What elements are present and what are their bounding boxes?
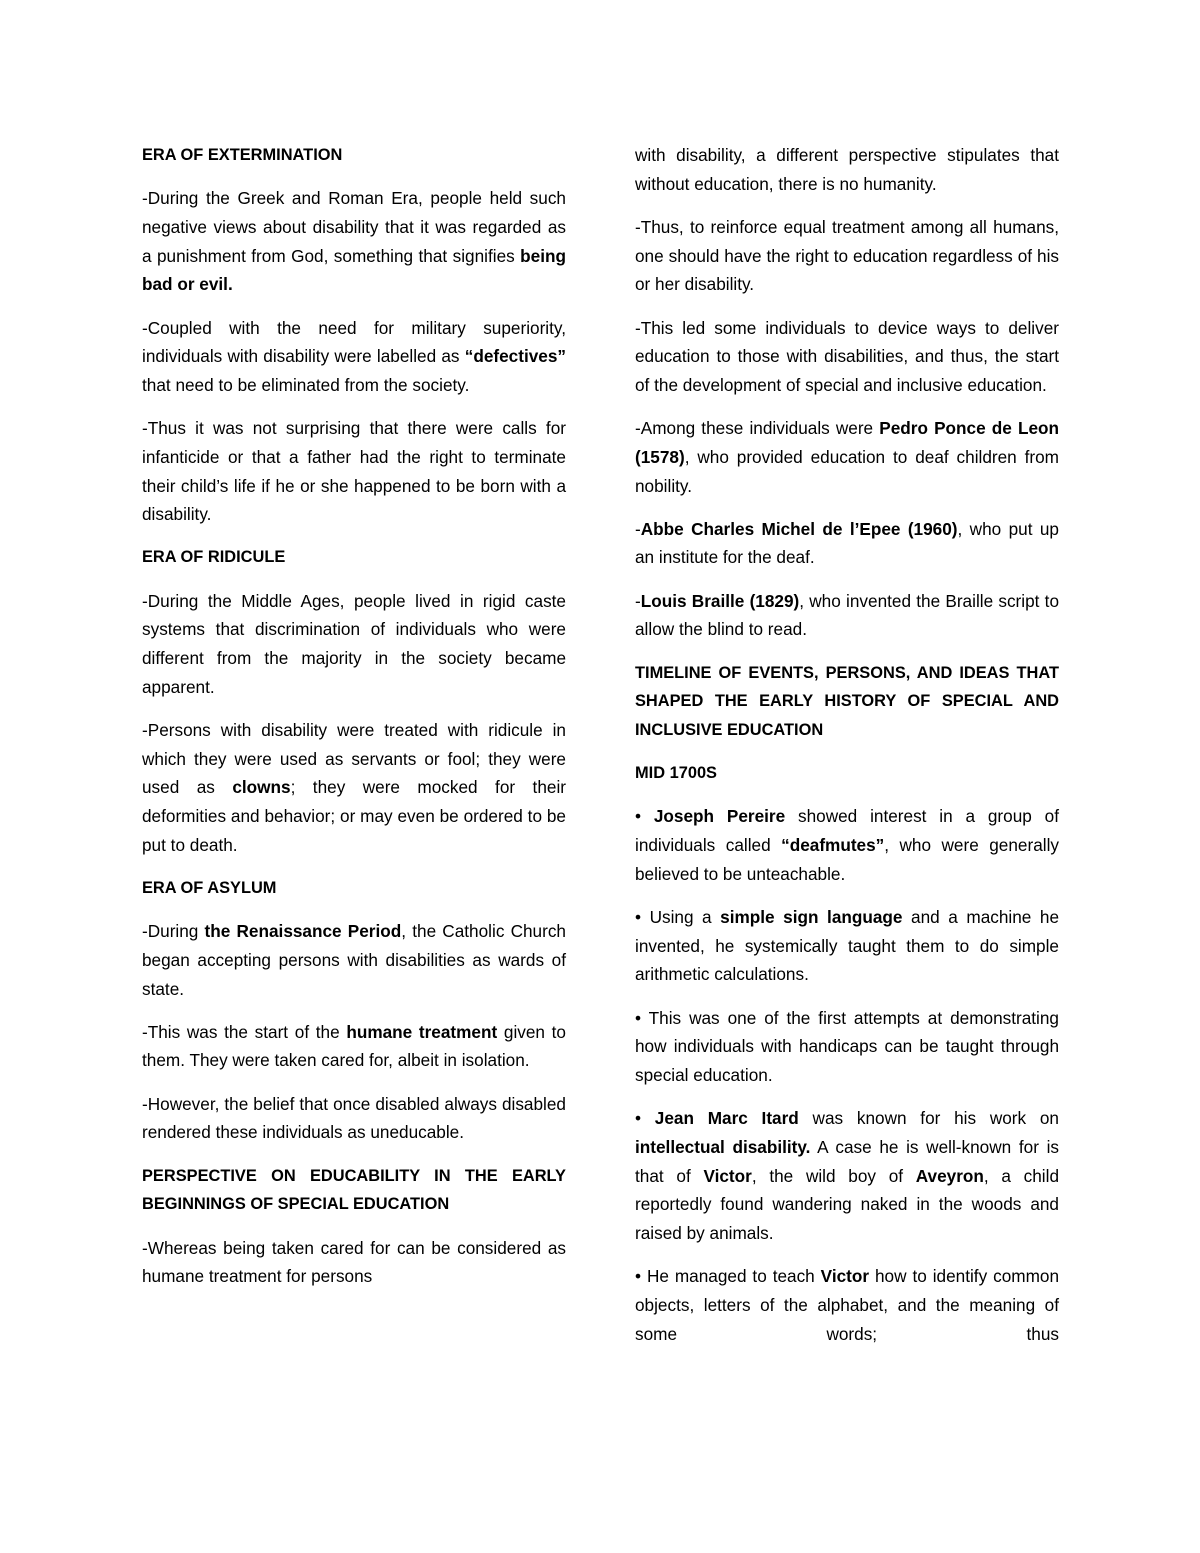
paragraph: -Among these individuals were Pedro Ponce de Leon (1578), who provided education to deaf children from nobility. (635, 418, 1059, 496)
heading-era-of-asylum: ERA OF ASYLUM (142, 878, 277, 897)
paragraph: -This led some individuals to device ways to deliver education to those with disabilities, and thus, the start of the development of special and inclusive education. (635, 317, 1059, 395)
heading-timeline: TIMELINE OF EVENTS, PERSONS, AND IDEAS THAT SHAPED THE EARLY HISTORY OF SPECIAL AND INCLUSIVE EDUCATION (635, 663, 1059, 739)
paragraph: -However, the belief that once disabled always disabled rendered these individuals as uneducable. (142, 1093, 566, 1143)
bullet-item: • He managed to teach Victor how to identify common objects, letters of the alphabet, and the meaning of some words; thus (635, 1266, 1060, 1344)
heading-perspective-on-educability: PERSPECTIVE ON EDUCABILITY IN THE EARLY BEGINNINGS OF SPECIAL EDUCATION (142, 1166, 566, 1214)
bullet-item: • Jean Marc Itard was known for his work on intellectual disability. A case he is well-known for is that of Victor, the wild boy of Aveyron, a child reportedly found wandering naked in the woods and raised by animals. (635, 1108, 1060, 1243)
paragraph: with disability, a different perspective stipulates that without education, there is no humanity. (635, 145, 1059, 194)
paragraph: -During the Renaissance Period, the Catholic Church began accepting persons with disabilities as wards of state. (142, 921, 566, 999)
paragraph: -Thus, to reinforce equal treatment among all humans, one should have the right to education regardless of his or her disability. (635, 216, 1059, 295)
left-column (142, 141, 566, 1305)
paragraph: -Abbe Charles Michel de l’Epee (1960), who put up an institute for the deaf. (635, 518, 1059, 568)
heading-era-of-extermination: ERA OF EXTERMINATION (142, 146, 343, 164)
heading-mid-1700s: MID 1700S (635, 764, 717, 783)
paragraph: -Thus it was not surprising that there were calls for infanticide or that a father had the right to terminate their child’s life if he or she happened to be born with a disability. (142, 418, 566, 525)
bullet-item: • Using a simple sign language and a machine he invented, he systemically taught them to do simple arithmetic calculations. (635, 906, 1060, 985)
paragraph: -Whereas being taken cared for can be considered as humane treatment for persons (142, 1237, 566, 1287)
bullet-item: • This was one of the first attempts at demonstrating how individuals with handicaps can be taught through special education. (635, 1007, 1059, 1085)
paragraph: -Coupled with the need for military superiority, individuals with disability were labelled as “defectives” that need to be eliminated from the society. (142, 317, 566, 395)
paragraph: -During the Middle Ages, people lived in rigid caste systems that discrimination of individuals who were different from the majority in the society became apparent. (142, 590, 566, 697)
paragraph: -During the Greek and Roman Era, people held such negative views about disability that it was regarded as a punishment from God, something that signifies being bad or evil. (142, 188, 566, 295)
paragraph: -Persons with disability were treated with ridicule in which they were used as servants or fool; they were used as clowns; they were mocked for their deformities and behavior; or may even be ordered to be put to death. (142, 719, 566, 855)
right-column (635, 141, 1059, 1363)
heading-era-of-ridicule: ERA OF RIDICULE (142, 548, 286, 567)
bullet-item: • Joseph Pereire showed interest in a group of individuals called “deafmutes”, who were generally believed to be unteachable. (635, 806, 1059, 884)
paragraph: -Louis Braille (1829), who invented the Braille script to allow the blind to read. (635, 590, 1059, 640)
paragraph: -This was the start of the humane treatment given to them. They were taken cared for, albeit in isolation. (142, 1021, 566, 1071)
